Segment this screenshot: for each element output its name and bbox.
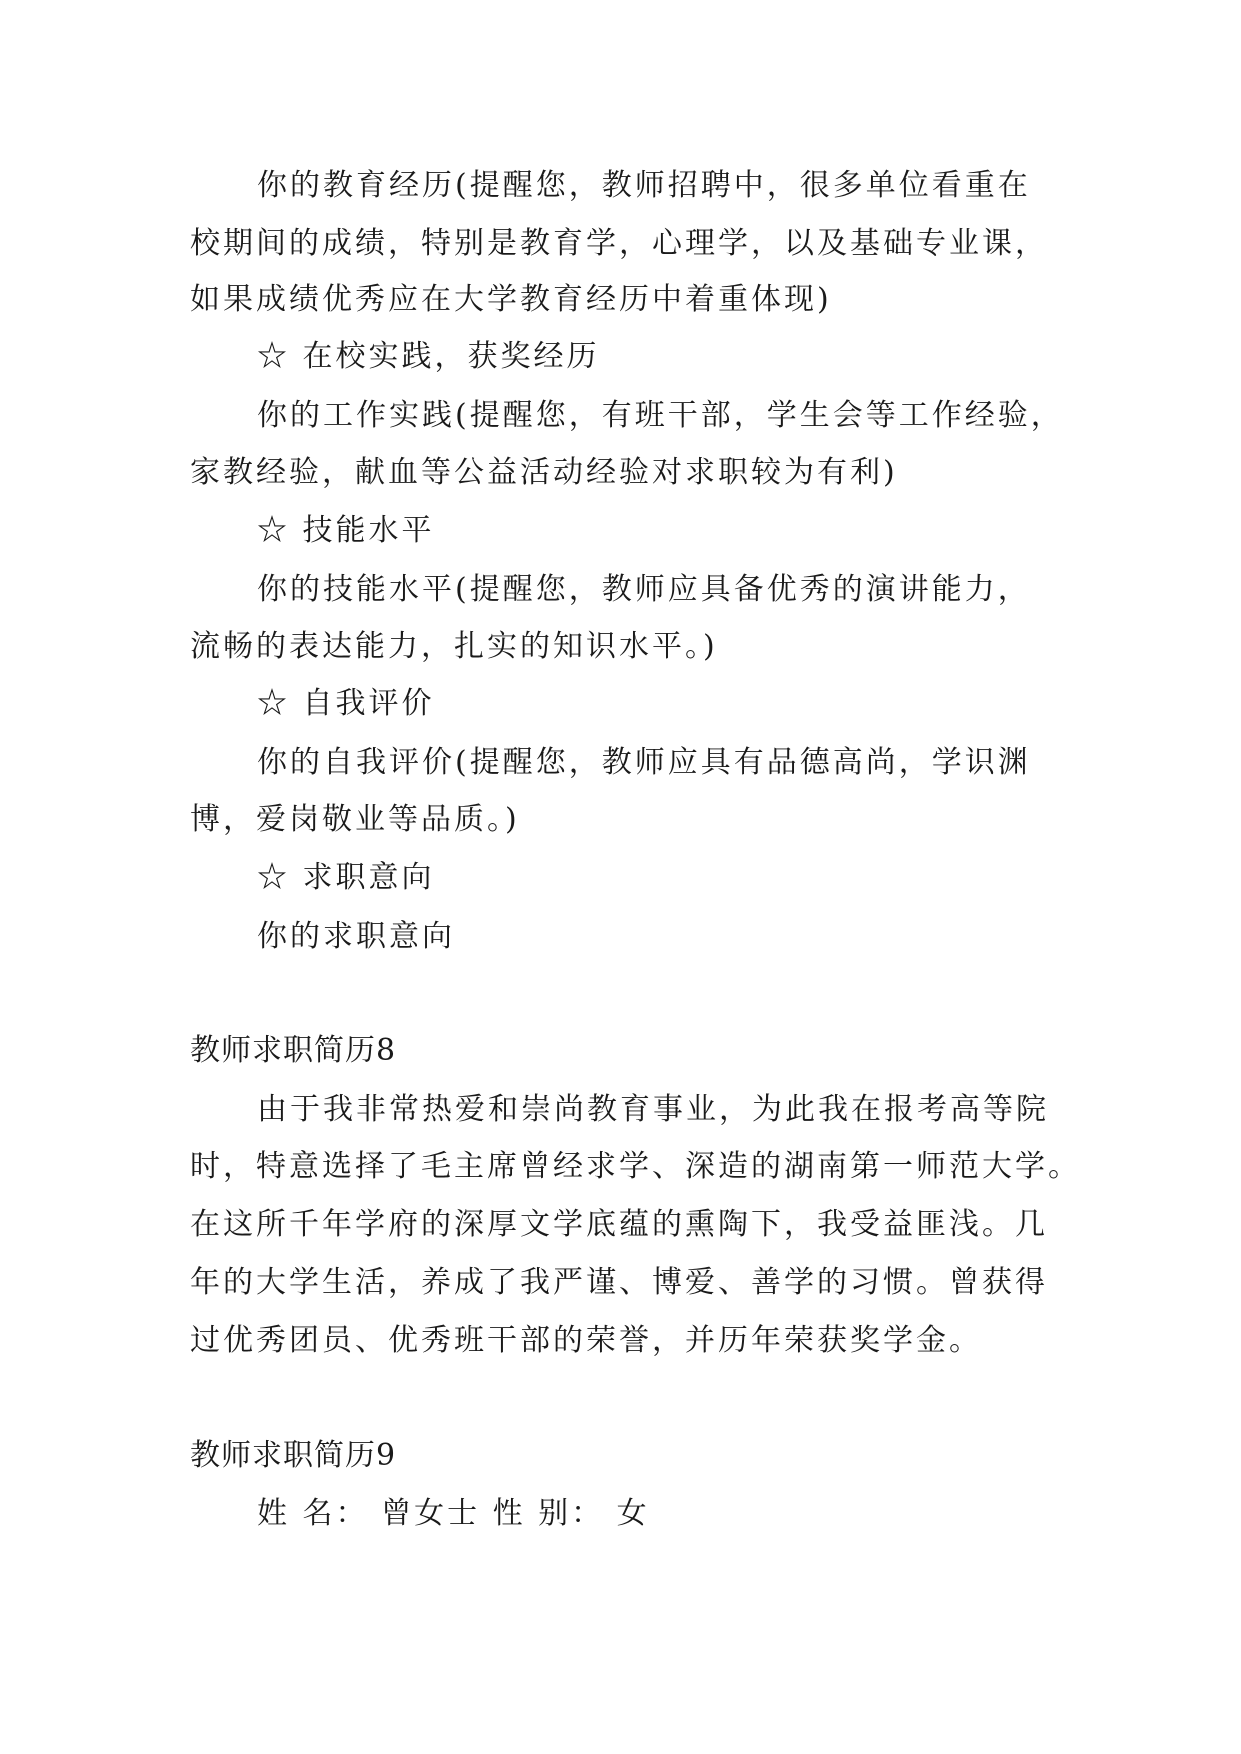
resume-8-title: 教师求职简历8 [190,1033,397,1068]
skills-text-line-2: 流畅的表达能力，扎实的知识水平。) [190,629,718,664]
resume-8-paragraph-line-1: 由于我非常热爱和崇尚教育事业，为此我在报考高等院 [257,1092,1049,1127]
education-text-line-1: 你的教育经历(提醒您，教师招聘中，很多单位看重在 [257,168,1031,203]
job-intention-text: 你的求职意向 [257,919,455,954]
section-heading-self-evaluation: ☆ 自我评价 [257,686,435,721]
self-evaluation-text-line-2: 博，爱岗敬业等品质。) [190,802,520,837]
resume-8-paragraph-line-5: 过优秀团员、优秀班干部的荣誉，并历年荣获奖学金。 [190,1323,982,1358]
resume-9-name-gender-line: 姓 名： 曾女士 性 别： 女 [257,1496,650,1531]
education-text-line-3: 如果成绩优秀应在大学教育经历中着重体现) [190,282,832,317]
section-heading-job-intention: ☆ 求职意向 [257,860,435,895]
skills-text-line-1: 你的技能水平(提醒您，教师应具备优秀的演讲能力， [257,572,1031,607]
resume-8-paragraph-line-4: 年的大学生活，养成了我严谨、博爱、善学的习惯。曾获得 [190,1265,1048,1300]
self-evaluation-text-line-1: 你的自我评价(提醒您，教师应具有品德高尚，学识渊 [257,745,1031,780]
resume-8-paragraph-line-2: 时，特意选择了毛主席曾经求学、深造的湖南第一师范大学。 [190,1149,1081,1184]
education-text-line-2: 校期间的成绩，特别是教育学，心理学，以及基础专业课， [190,226,1048,261]
practice-text-line-1: 你的工作实践(提醒您，有班干部，学生会等工作经验， [257,398,1064,433]
resume-8-paragraph-line-3: 在这所千年学府的深厚文学底蕴的熏陶下，我受益匪浅。几 [190,1207,1048,1242]
resume-9-title: 教师求职简历9 [190,1438,397,1473]
section-heading-practice: ☆ 在校实践，获奖经历 [257,339,600,374]
section-heading-skills: ☆ 技能水平 [257,513,435,548]
practice-text-line-2: 家教经验，献血等公益活动经验对求职较为有利) [190,455,898,490]
